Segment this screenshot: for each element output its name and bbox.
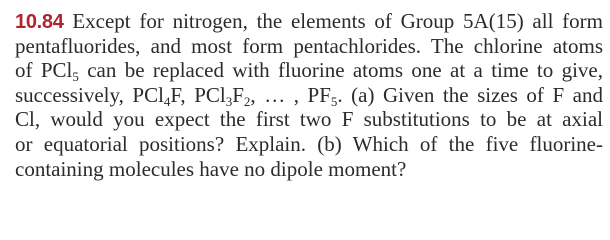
subscript: 2 bbox=[243, 93, 251, 109]
line-segment: can be replaced with fluorine atoms one at a time to give, bbox=[78, 58, 603, 83]
line-segment: Cl, would you expect the first two F substitutions to be at axial bbox=[15, 107, 603, 132]
line-segment: pentafluorides, and most form pentachlorides. The chlorine atoms bbox=[15, 33, 603, 58]
line-segment: F bbox=[232, 82, 244, 107]
line-segment: . (a) Given the sizes of F and bbox=[337, 82, 603, 107]
subscript: 3 bbox=[225, 93, 233, 109]
problem-line-3 bbox=[15, 58, 603, 83]
line-segment: Except for nitrogen, the elements of Group 5A(15) all form bbox=[72, 9, 603, 33]
problem-line-6 bbox=[15, 132, 603, 157]
line-segment: F, PCl bbox=[170, 82, 226, 107]
line-segment: , … , PF bbox=[250, 82, 331, 107]
line-segment: or equatorial positions? Explain. (b) Which of the five fluorine- bbox=[15, 131, 603, 156]
subscript: 5 bbox=[330, 93, 338, 109]
line-segment: containing molecules have no dipole moment? bbox=[15, 156, 407, 181]
problem-number: 10.84 bbox=[15, 11, 64, 33]
problem-text bbox=[15, 9, 603, 181]
problem-line-4 bbox=[15, 83, 603, 108]
problem-line-2 bbox=[15, 34, 603, 59]
line-segment: of PCl bbox=[15, 58, 73, 83]
subscript: 5 bbox=[72, 69, 79, 85]
problem-line-1 bbox=[15, 9, 603, 34]
subscript: 4 bbox=[163, 93, 171, 109]
problem-line-7 bbox=[15, 157, 603, 182]
line-segment: successively, PCl bbox=[15, 82, 164, 107]
problem-line-5 bbox=[15, 107, 603, 132]
